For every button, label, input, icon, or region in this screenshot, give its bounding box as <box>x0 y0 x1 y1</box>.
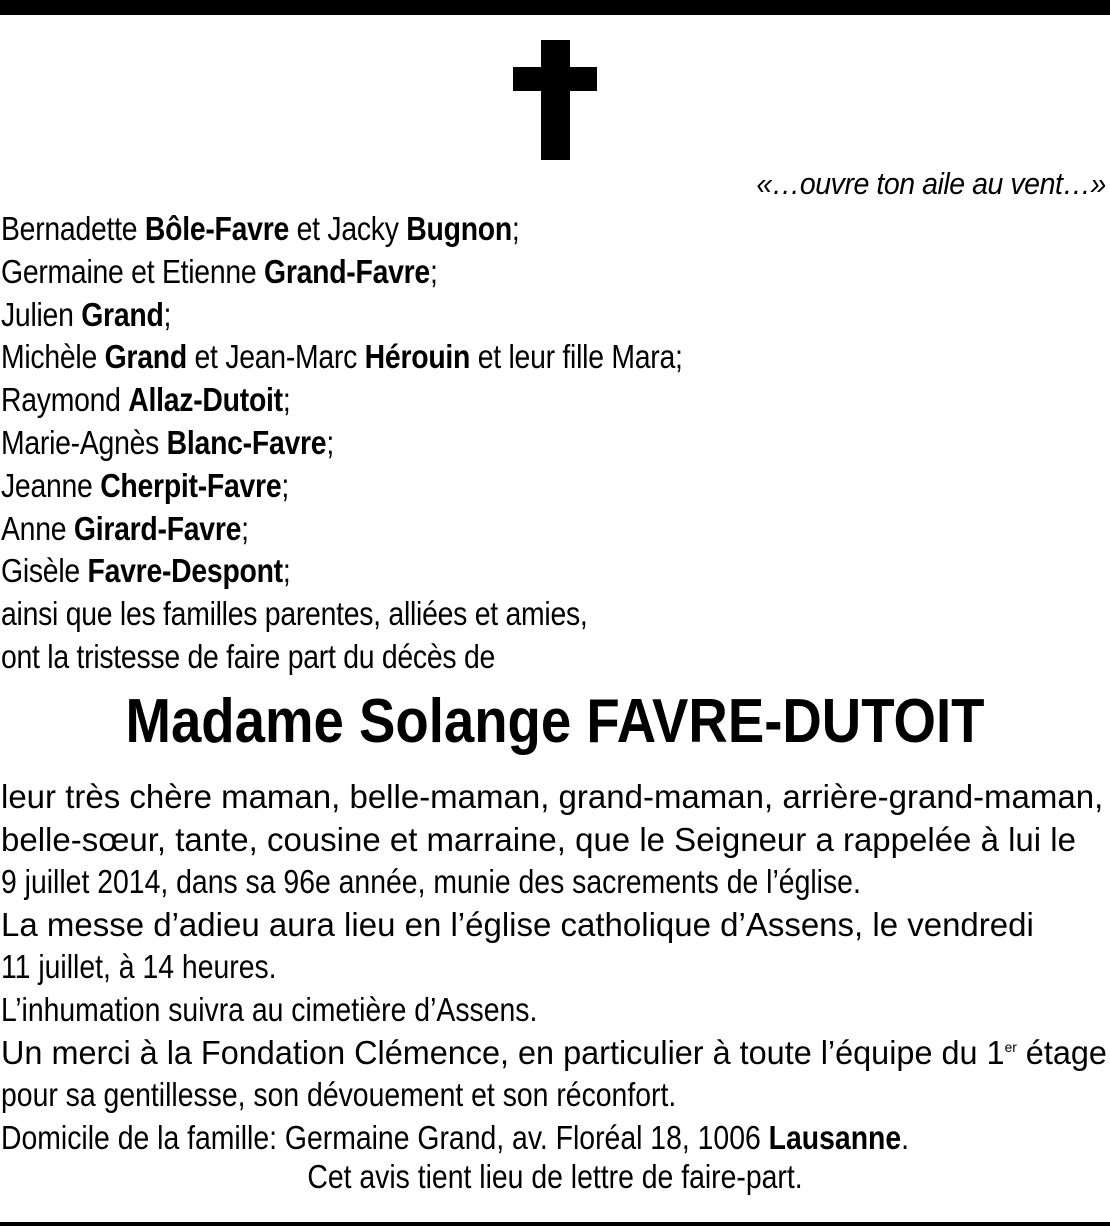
body-line <box>1 904 1107 947</box>
intro-line: ont la tristesse de faire part du décès de <box>1 637 496 675</box>
mourner-surname: Favre-Despont <box>87 552 283 590</box>
body-text: belle-sœur, tante, cousine et marraine, que le Seigneur a rappelée à lui le <box>1 820 1076 858</box>
body-text: L’inhumation suivra au cimetière d’Assens. <box>1 990 538 1028</box>
mourner-surname: Blanc-Favre <box>166 423 327 461</box>
footer-note: Cet avis tient lieu de lettre de faire-part. <box>307 1158 803 1195</box>
mourner-surname: Hérouin <box>364 338 471 376</box>
domicile-text: Domicile de la famille: Germaine Grand, av. Floréal 18, 1006 <box>1 1118 769 1156</box>
mourner-text: Michèle <box>1 338 105 376</box>
top-rule <box>0 0 1110 15</box>
mourner-text: ; <box>326 423 334 461</box>
mourner-text: ; <box>281 466 289 504</box>
thanks-line <box>1 1032 1107 1075</box>
body-line <box>1 946 952 989</box>
mourner-text: ; <box>241 509 249 547</box>
mourner-text: ; <box>511 210 520 247</box>
ordinal-superscript: er <box>1004 1038 1017 1055</box>
mourner-text: Anne <box>1 509 74 547</box>
mourner-surname: Grand <box>104 338 187 376</box>
epigraph: «…ouvre ton aile au vent…» <box>756 166 1106 201</box>
mourner-line <box>1 465 947 508</box>
thanks-text: Un merci à la Fondation Clémence, en particulier à toute l’équipe du 1 <box>1 1033 1005 1071</box>
mourner-surname: Grand <box>81 295 164 333</box>
body-line <box>1 819 1107 862</box>
mourner-text: ; <box>282 381 291 419</box>
bottom-rule <box>0 1222 1110 1226</box>
mourner-surname: Grand-Favre <box>264 252 430 290</box>
mourner-surname: Bôle-Favre <box>144 210 290 247</box>
thanks-text-end: étage <box>1016 1033 1107 1071</box>
mourner-line <box>1 508 947 551</box>
mourner-line <box>1 422 947 465</box>
intro-line: ainsi que les familles parentes, alliées et amies, <box>1 595 588 633</box>
mourner-text: Marie-Agnès <box>1 423 167 461</box>
mourner-text: Germaine et Etienne <box>1 252 265 290</box>
mourner-text: et leur fille Mara; <box>470 338 683 376</box>
mourner-text: Raymond <box>1 381 129 419</box>
mourner-surname: Girard-Favre <box>73 509 242 547</box>
body-text: leur très chère maman, belle-maman, grand-maman, arrière-grand-maman, <box>1 778 1104 815</box>
domicile-line <box>1 1117 952 1160</box>
deceased-name: Madame Solange FAVRE-DUTOIT <box>125 687 985 756</box>
mourner-text: ; <box>282 552 291 590</box>
mourner-text: Jeanne <box>1 466 101 504</box>
mourner-text: Julien <box>1 295 82 333</box>
mourner-line <box>1 251 947 294</box>
thanks-text-2: pour sa gentillesse, son dévouement et son réconfort. <box>1 1076 677 1114</box>
mourner-text: Gisèle <box>1 552 88 590</box>
mourner-line <box>1 550 947 593</box>
mourner-text: et Jean-Marc <box>186 338 365 376</box>
mourner-surname: Cherpit-Favre <box>100 466 282 504</box>
mourner-text: ; <box>163 295 172 333</box>
thanks-line-2 <box>1 1074 952 1117</box>
mourners-list <box>1 208 1101 679</box>
mourner-line <box>1 336 947 379</box>
mourner-text: ; <box>429 252 438 290</box>
body-line <box>1 989 952 1032</box>
mourner-surname: Allaz-Dutoit <box>128 381 283 419</box>
mourner-line <box>1 208 947 251</box>
body-line <box>1 776 1107 819</box>
body-text: 9 juillet 2014, dans sa 96e année, munie des sacrements de l’église. <box>1 863 861 901</box>
mourner-text: Bernadette <box>1 210 145 247</box>
mourner-text: et Jacky <box>289 210 407 247</box>
notice-body <box>1 776 1107 1159</box>
mourner-line <box>1 379 947 422</box>
mourner-line <box>1 294 947 337</box>
body-text: 11 juillet, à 14 heures. <box>1 948 277 986</box>
domicile-suffix: . <box>901 1118 910 1156</box>
body-line <box>1 861 952 904</box>
mourner-surname: Bugnon <box>406 210 512 247</box>
body-text: La messe d’adieu aura lieu en l’église catholique d’Assens, le vendredi <box>1 905 1034 943</box>
domicile-city: Lausanne <box>768 1118 902 1156</box>
